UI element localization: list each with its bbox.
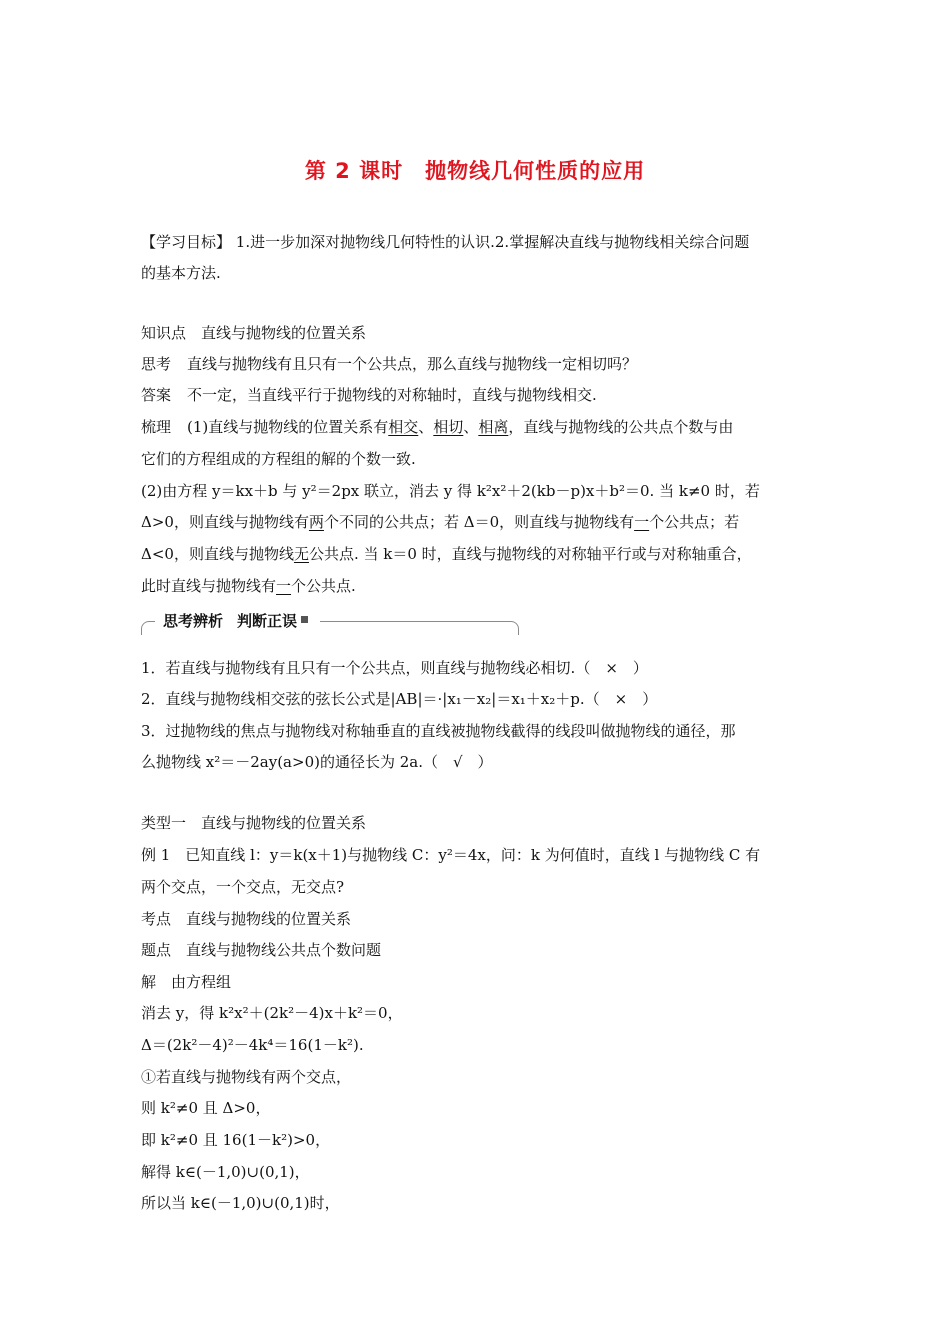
knowledge-heading: 知识点 直线与抛物线的位置关系: [141, 324, 367, 342]
summary-label: 梳理: [141, 418, 172, 436]
relation-intersect: 相交: [388, 418, 419, 436]
p2-line-1: (2)由方程 y＝kx＋b 与 y²＝2px 联立，消去 y 得 k²x²＋2(kb－p)x＋b²＝0. 当 k≠0 时，若: [141, 482, 760, 500]
relation-separate: 相离: [478, 418, 509, 436]
judgement-item: 3．过抛物线的焦点与抛物线对称轴垂直的直线被抛物线截得的线段叫做抛物线的通径，那: [141, 722, 736, 740]
summary-line-1: 梳理 (1)直线与抛物线的位置关系有相交、相切、相离，直线与抛物线的公共点个数与由: [141, 418, 734, 436]
lesson-topic: 抛物线几何性质的应用: [425, 159, 646, 183]
example-line-1: 例 1 已知直线 l：y＝k(x＋1)与抛物线 C：y²＝4x，问：k 为何值时，直线 l 与抛物线 C 有: [141, 846, 761, 864]
type1-heading: 类型一 直线与抛物线的位置关系: [141, 814, 367, 832]
square-bullet-icon: [301, 616, 308, 623]
solution-line: 解得 k∈(－1,0)∪(0,1)，: [141, 1163, 310, 1181]
solution-line: 解 由方程组: [141, 973, 232, 991]
lesson-number: 第 2 课时: [304, 159, 404, 183]
objectives-label: 【学习目标】: [141, 233, 232, 251]
tidian-line: 题点 直线与抛物线公共点个数问题: [141, 941, 382, 959]
objectives-line-2: 的基本方法.: [141, 264, 221, 282]
p2-line-4: 此时直线与抛物线有一个公共点.: [141, 577, 356, 595]
kaodian-line: 考点 直线与抛物线的位置关系: [141, 910, 352, 928]
think-paragraph: 思考 直线与抛物线有且只有一个公共点，那么直线与抛物线一定相切吗？: [141, 355, 638, 373]
judgement-item: 1．若直线与抛物线有且只有一个公共点，则直线与抛物线必相切.（ × ）: [141, 659, 648, 677]
think-label: 思考: [141, 355, 172, 373]
answer-paragraph: 答案 不一定，当直线平行于抛物线的对称轴时，直线与抛物线相交.: [141, 386, 597, 404]
judgement-item: 2．直线与抛物线相交弦的弦长公式是|AB|＝·|x₁－x₂|＝x₁＋x₂＋p.（ × ）: [141, 690, 658, 708]
objectives-line-1: 【学习目标】 1.进一步加深对抛物线几何特性的认识.2.掌握解决直线与抛物线相关综合问题: [141, 233, 750, 251]
answer-label: 答案: [141, 386, 172, 404]
summary-line-2: 它们的方程组成的方程组的解的个数一致.: [141, 450, 416, 468]
judge-section-header: [141, 610, 519, 634]
solution-line: ①若直线与抛物线有两个交点，: [141, 1068, 352, 1086]
judge-label: 思考辨析 判断正误: [155, 610, 320, 632]
p2-line-3: Δ<0，则直线与抛物线无公共点. 当 k＝0 时，直线与抛物线的对称轴平行或与对称轴重合，: [141, 545, 752, 563]
p2-line-2: Δ>0，则直线与抛物线有两个不同的公共点；若 Δ＝0，则直线与抛物线有一个公共点；若: [141, 513, 740, 531]
example-line-2: 两个交点，一个交点，无交点?: [141, 878, 345, 896]
solution-line: 则 k²≠0 且 Δ>0，: [141, 1099, 271, 1117]
relation-tangent: 相切: [433, 418, 464, 436]
solution-line: Δ＝(2k²－4)²－4k⁴＝16(1－k²).: [141, 1036, 364, 1054]
solution-line: 所以当 k∈(－1,0)∪(0,1)时，: [141, 1194, 340, 1212]
judgement-item: 么抛物线 x²＝－2ay(a>0)的通径长为 2a.（ √ ）: [141, 753, 493, 771]
page-title: [0, 155, 950, 185]
solution-line: 即 k²≠0 且 16(1－k²)>0，: [141, 1131, 331, 1149]
solution-line: 消去 y，得 k²x²＋(2k²－4)x＋k²＝0，: [141, 1004, 403, 1022]
